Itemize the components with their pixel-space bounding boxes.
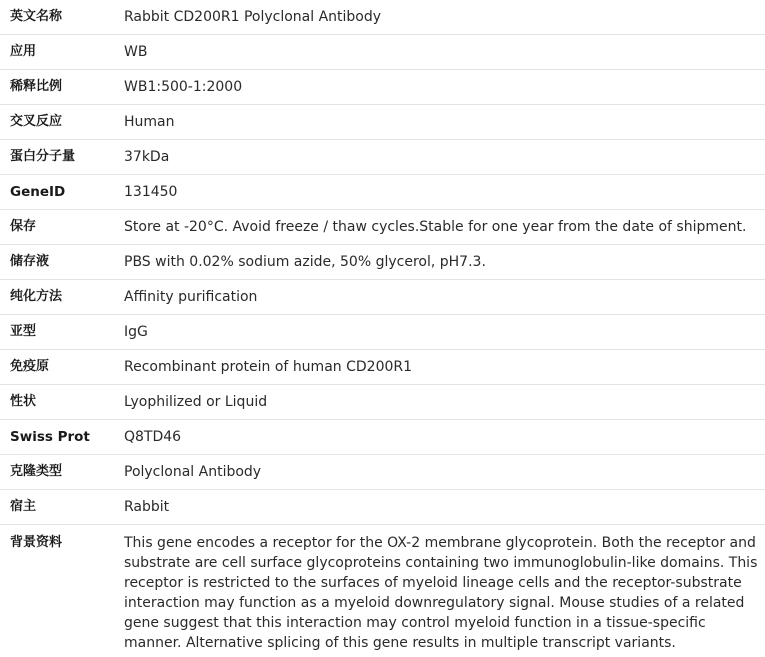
row-value-clonality: Polyclonal Antibody bbox=[124, 455, 765, 490]
row-label-dilution: 稀释比例 bbox=[0, 70, 124, 105]
row-label-gene-id: GeneID bbox=[0, 175, 124, 210]
table-row bbox=[0, 385, 765, 420]
table-row bbox=[0, 245, 765, 280]
row-label-reactivity: 交叉反应 bbox=[0, 105, 124, 140]
table-row bbox=[0, 175, 765, 210]
table-row bbox=[0, 210, 765, 245]
row-value-purification: Affinity purification bbox=[124, 280, 765, 315]
row-label-immunogen: 免疫原 bbox=[0, 350, 124, 385]
table-row bbox=[0, 280, 765, 315]
table-row bbox=[0, 350, 765, 385]
row-value-host: Rabbit bbox=[124, 490, 765, 525]
row-label-isotype: 亚型 bbox=[0, 315, 124, 350]
table-row bbox=[0, 140, 765, 175]
row-label-clonality: 克隆类型 bbox=[0, 455, 124, 490]
row-label-application: 应用 bbox=[0, 35, 124, 70]
table-row bbox=[0, 490, 765, 525]
row-label-purification: 纯化方法 bbox=[0, 280, 124, 315]
row-label-molecular-weight: 蛋白分子量 bbox=[0, 140, 124, 175]
row-value-immunogen: Recombinant protein of human CD200R1 bbox=[124, 350, 765, 385]
row-value-background: This gene encodes a receptor for the OX-2 membrane glycoprotein. Both the receptor and substrate are cell surface glycoproteins containing two immunoglobulin-like domains. This receptor is restricted to the surfaces of myeloid lineage cells and the receptor-substrate interaction may function as a myeloid downregulatory signal. Mouse studies of a related gene suggest that this interaction may control myeloid function in a tissue-specific manner. Alternative splicing of this gene results in multiple transcript variants. bbox=[124, 525, 765, 657]
row-value-form: Lyophilized or Liquid bbox=[124, 385, 765, 420]
row-value-gene-id: 131450 bbox=[124, 175, 765, 210]
row-label-form: 性状 bbox=[0, 385, 124, 420]
row-value-english-name: Rabbit CD200R1 Polyclonal Antibody bbox=[124, 0, 765, 35]
row-value-isotype: IgG bbox=[124, 315, 765, 350]
table-row bbox=[0, 0, 765, 35]
table-row bbox=[0, 35, 765, 70]
row-value-swiss-prot: Q8TD46 bbox=[124, 420, 765, 455]
table-row bbox=[0, 420, 765, 455]
row-value-reactivity: Human bbox=[124, 105, 765, 140]
row-value-application: WB bbox=[124, 35, 765, 70]
table-row bbox=[0, 105, 765, 140]
row-label-host: 宿主 bbox=[0, 490, 124, 525]
row-label-background: 背景资料 bbox=[0, 525, 124, 657]
row-value-dilution: WB1:500-1:2000 bbox=[124, 70, 765, 105]
row-label-english-name: 英文名称 bbox=[0, 0, 124, 35]
table-row bbox=[0, 525, 765, 657]
row-value-buffer: PBS with 0.02% sodium azide, 50% glycerol, pH7.3. bbox=[124, 245, 765, 280]
row-label-storage: 保存 bbox=[0, 210, 124, 245]
row-label-buffer: 储存液 bbox=[0, 245, 124, 280]
table-row bbox=[0, 315, 765, 350]
row-value-molecular-weight: 37kDa bbox=[124, 140, 765, 175]
table-row bbox=[0, 455, 765, 490]
row-value-storage: Store at -20°C. Avoid freeze / thaw cycles.Stable for one year from the date of shipment. bbox=[124, 210, 765, 245]
table-row bbox=[0, 70, 765, 105]
row-label-swiss-prot: Swiss Prot bbox=[0, 420, 124, 455]
